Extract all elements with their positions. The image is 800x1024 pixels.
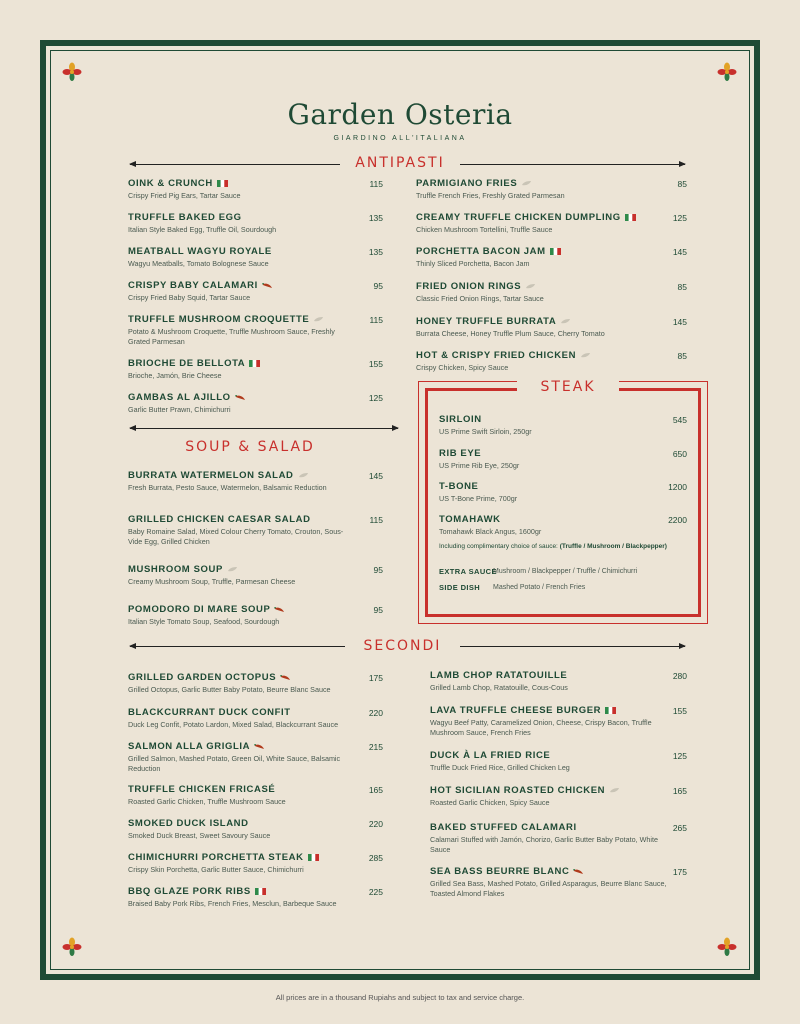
- divider-line: [460, 164, 685, 165]
- menu-item-name: [439, 448, 639, 459]
- divider-line: [130, 646, 345, 647]
- menu-item-name-text: HOT & CRISPY FRIED CHICKEN: [416, 350, 577, 361]
- menu-item-name-text: BBQ GLAZE PORK RIBS: [128, 886, 251, 897]
- menu-item-name: [128, 564, 348, 575]
- menu-item-description: Crispy Chicken, Spicy Sauce: [416, 363, 509, 372]
- menu-item-name: [416, 178, 636, 189]
- divider-line: [460, 646, 685, 647]
- side-dish-label: SIDE DISH: [439, 583, 481, 592]
- menu-item-price: 85: [677, 282, 687, 292]
- menu-item-name-text: DUCK À LA FRIED RICE: [430, 750, 551, 761]
- menu-item-name-text: PARMIGIANO FRIES: [416, 178, 518, 189]
- menu-item-price: 225: [368, 887, 383, 897]
- menu-item: [128, 886, 368, 909]
- menu-item: [416, 281, 636, 304]
- menu-item: [416, 212, 636, 235]
- menu-item-price: 125: [368, 393, 383, 403]
- menu-item: [416, 246, 636, 269]
- menu-item: [128, 852, 368, 875]
- menu-item-description: Grilled Octopus, Garlic Butter Baby Potato, Beurre Blanc Sauce: [128, 685, 331, 694]
- menu-item-price: 135: [368, 247, 383, 257]
- chili-icon: [254, 743, 265, 750]
- menu-item: [430, 750, 670, 773]
- italian-flag-icon: [249, 360, 260, 367]
- vegetarian-leaf-icon: [609, 787, 620, 794]
- menu-item: [128, 246, 338, 269]
- menu-item: [439, 514, 639, 537]
- menu-item-name-text: CHIMICHURRI PORCHETTA STEAK: [128, 852, 304, 863]
- restaurant-name: Garden Osteria: [287, 98, 513, 131]
- menu-item-name-text: POMODORO DI MARE SOUP: [128, 604, 271, 615]
- italian-flag-icon: [625, 214, 636, 221]
- menu-item: [128, 314, 338, 347]
- menu-item-name-text: HOT SICILIAN ROASTED CHICKEN: [430, 785, 606, 796]
- menu-item-description: Creamy Mushroom Soup, Truffle, Parmesan Cheese: [128, 577, 296, 586]
- menu-item-name: [128, 818, 368, 829]
- menu-item: [430, 670, 670, 693]
- menu-item: [416, 316, 636, 339]
- menu-item: [128, 604, 348, 627]
- chili-icon: [235, 394, 246, 401]
- menu-item-name: [128, 212, 338, 223]
- menu-item: [430, 705, 670, 738]
- menu-item-name-text: LAVA TRUFFLE CHEESE BURGER: [430, 705, 602, 716]
- menu-item: [128, 672, 368, 695]
- menu-item-price: 155: [672, 706, 687, 716]
- vegetarian-leaf-icon: [521, 180, 532, 187]
- menu-item-description: Crispy Fried Baby Squid, Tartar Sauce: [128, 293, 251, 302]
- divider-line: [130, 164, 340, 165]
- vegetarian-leaf-icon: [313, 316, 324, 323]
- menu-item-description: Italian Style Baked Egg, Truffle Oil, Sourdough: [128, 225, 277, 234]
- menu-item-price: 95: [373, 605, 383, 615]
- menu-item-description: Baby Romaine Salad, Mixed Colour Cherry Tomato, Crouton, Sous-Vide Egg, Grilled Chicken: [128, 527, 344, 546]
- menu-item-name-text: BURRATA WATERMELON SALAD: [128, 470, 294, 481]
- menu-item-price: 115: [369, 515, 383, 525]
- menu-item-name-text: TRUFFLE MUSHROOM CROQUETTE: [128, 314, 310, 325]
- menu-item-name-text: GRILLED GARDEN OCTOPUS: [128, 672, 277, 683]
- menu-item-name-text: TRUFFLE BAKED EGG: [128, 212, 242, 223]
- menu-item-description: Classic Fried Onion Rings, Tartar Sauce: [416, 294, 544, 303]
- italian-flag-icon: [605, 707, 616, 714]
- menu-item-name: [128, 514, 348, 525]
- menu-item-name: [430, 750, 670, 761]
- menu-item-name: [128, 707, 368, 718]
- menu-item-name-text: GRILLED CHICKEN CAESAR SALAD: [128, 514, 311, 525]
- menu-item: [128, 358, 338, 381]
- menu-item-name-text: SEA BASS BEURRE BLANC: [430, 866, 570, 877]
- menu-item-price: 85: [677, 179, 687, 189]
- menu-item-name: [416, 316, 636, 327]
- menu-item: [430, 785, 670, 808]
- menu-item-price: 220: [368, 819, 383, 829]
- menu-item-name-text: GAMBAS AL AJILLO: [128, 392, 231, 403]
- menu-item-name: [439, 414, 639, 425]
- menu-item-name: [430, 705, 670, 716]
- italian-flag-icon: [255, 888, 266, 895]
- menu-item-description: Roasted Garlic Chicken, Spicy Sauce: [430, 798, 550, 807]
- menu-item-name: [439, 481, 639, 492]
- menu-item-price: 650: [672, 449, 687, 459]
- menu-item-name-text: TRUFFLE CHICKEN FRICASÉ: [128, 784, 276, 795]
- vegetarian-leaf-icon: [580, 352, 591, 359]
- vegetarian-leaf-icon: [298, 472, 309, 479]
- menu-item-name: [128, 741, 368, 752]
- menu-item-price: 95: [373, 281, 383, 291]
- side-dish-value: Mashed Potato / French Fries: [493, 584, 586, 591]
- steak-sauce-note: Including complimentary choice of sauce: (Truffle / Mushroom / Blackpepper): [439, 543, 667, 550]
- chili-icon: [573, 868, 584, 875]
- menu-item-price: 135: [368, 213, 383, 223]
- vegetarian-leaf-icon: [525, 283, 536, 290]
- menu-item-description: Grilled Sea Bass, Mashed Potato, Grilled Asparagus, Beurre Blanc Sauce, Toasted Almond Flakes: [430, 879, 667, 898]
- menu-item: [128, 818, 368, 841]
- menu-item-price: 285: [368, 853, 383, 863]
- menu-item-description: Calamari Stuffed with Jamón, Chorizo, Garlic Butter Baby Potato, White Sauce: [430, 835, 658, 854]
- menu-item-price: 145: [672, 317, 687, 327]
- menu-item-description: Truffle Duck Fried Rice, Grilled Chicken Leg: [430, 763, 570, 772]
- menu-item-name: [430, 785, 670, 796]
- section-title-soup-salad: SOUP & SALAD: [185, 439, 315, 455]
- menu-item: [128, 178, 338, 201]
- menu-item-description: Grilled Salmon, Mashed Potato, Green Oil, White Sauce, Balsamic Reduction: [128, 754, 341, 773]
- menu-item-description: Brioche, Jamón, Brie Cheese: [128, 371, 222, 380]
- menu-item-name: [128, 604, 348, 615]
- menu-item-description: Crispy Skin Porchetta, Garlic Butter Sauce, Chimichurri: [128, 865, 304, 874]
- menu-item-description: Tomahawk Black Angus, 1600gr: [439, 527, 542, 536]
- menu-item-price: 115: [369, 179, 383, 189]
- menu-item-name: [416, 281, 636, 292]
- menu-item-name-text: BRIOCHE DE BELLOTA: [128, 358, 246, 369]
- menu-item-name: [128, 280, 338, 291]
- menu-item-price: 220: [368, 708, 383, 718]
- section-title-secondi: SECONDI: [363, 638, 442, 654]
- menu-item-name-text: PORCHETTA BACON JAM: [416, 246, 546, 257]
- menu-item-name-text: CREAMY TRUFFLE CHICKEN DUMPLING: [416, 212, 621, 223]
- flower-ornament-icon: [62, 62, 82, 82]
- menu-item-description: Potato & Mushroom Croquette, Truffle Mushroom Sauce, Freshly Grated Parmesan: [128, 327, 335, 346]
- menu-item: [128, 392, 338, 415]
- menu-item: [430, 866, 670, 899]
- divider-line: [130, 428, 398, 429]
- menu-item-description: Chicken Mushroom Tortellini, Truffle Sauce: [416, 225, 553, 234]
- menu-item-price: 545: [672, 415, 687, 425]
- menu-item: [439, 481, 639, 504]
- menu-item-price: 165: [672, 786, 687, 796]
- menu-item-price: 155: [368, 359, 383, 369]
- menu-item-name-text: BAKED STUFFED CALAMARI: [430, 822, 577, 833]
- menu-item-description: Fresh Burrata, Pesto Sauce, Watermelon, Balsamic Reduction: [128, 483, 327, 492]
- menu-item-price: 2200: [668, 515, 687, 525]
- chili-icon: [280, 674, 291, 681]
- menu-item-description: Braised Baby Pork Ribs, French Fries, Mesclun, Barbeque Sauce: [128, 899, 337, 908]
- chili-icon: [262, 282, 273, 289]
- menu-item-name-text: OINK & CRUNCH: [128, 178, 213, 189]
- menu-item-name: [416, 246, 636, 257]
- italian-flag-icon: [550, 248, 561, 255]
- section-title-steak: STEAK: [540, 379, 596, 395]
- menu-item-price: 215: [368, 742, 383, 752]
- italian-flag-icon: [308, 854, 319, 861]
- menu-item: [416, 350, 636, 373]
- menu-item-name: [416, 350, 636, 361]
- menu-item-description: US Prime Swift Sirloin, 250gr: [439, 427, 532, 436]
- menu-item: [416, 178, 636, 201]
- menu-item-name: [128, 178, 338, 189]
- menu-item: [128, 212, 338, 235]
- menu-item: [439, 448, 639, 471]
- menu-item-name-text: SIRLOIN: [439, 414, 482, 425]
- menu-item-price: 1200: [668, 482, 687, 492]
- menu-item-price: 85: [677, 351, 687, 361]
- menu-item-price: 175: [368, 673, 383, 683]
- menu-item-name: [430, 866, 670, 877]
- menu-item-name-text: T-BONE: [439, 481, 479, 492]
- menu-item-name-text: FRIED ONION RINGS: [416, 281, 522, 292]
- menu-item-description: Smoked Duck Breast, Sweet Savoury Sauce: [128, 831, 271, 840]
- menu-item-name-text: MUSHROOM SOUP: [128, 564, 223, 575]
- flower-ornament-icon: [717, 937, 737, 957]
- menu-item-name: [128, 392, 338, 403]
- italian-flag-icon: [217, 180, 228, 187]
- section-title-antipasti: ANTIPASTI: [355, 155, 445, 171]
- menu-item: [430, 822, 670, 855]
- menu-item-description: Burrata Cheese, Honey Truffle Plum Sauce, Cherry Tomato: [416, 329, 605, 338]
- price-footnote: All prices are in a thousand Rupiahs and subject to tax and service charge.: [275, 993, 525, 1002]
- menu-item-name: [416, 212, 636, 223]
- menu-item-description: US T-Bone Prime, 700gr: [439, 494, 518, 503]
- menu-item-description: Roasted Garlic Chicken, Truffle Mushroom Sauce: [128, 797, 286, 806]
- menu-item: [128, 514, 348, 547]
- menu-item-name-text: HONEY TRUFFLE BURRATA: [416, 316, 557, 327]
- restaurant-tagline: GIARDINO ALL'ITALIANA: [333, 135, 467, 142]
- menu-item-description: Crispy Fried Pig Ears, Tartar Sauce: [128, 191, 241, 200]
- menu-item-price: 125: [672, 751, 687, 761]
- menu-item-name: [430, 670, 670, 681]
- menu-item-name-text: RIB EYE: [439, 448, 482, 459]
- menu-item-description: Wagyu Beef Patty, Caramelized Onion, Cheese, Crispy Bacon, Truffle Mushroom Sauce, French Fries: [430, 718, 652, 737]
- menu-item-price: 125: [672, 213, 687, 223]
- menu-item: [128, 741, 368, 774]
- menu-item-price: 265: [672, 823, 687, 833]
- menu-item: [439, 414, 639, 437]
- menu-item-name-text: TOMAHAWK: [439, 514, 501, 525]
- extra-sauce-value: Mushroom / Blackpepper / Truffle / Chimichurri: [493, 568, 638, 575]
- menu-item-description: Thinly Sliced Porchetta, Bacon Jam: [416, 259, 530, 268]
- menu-item-name-text: LAMB CHOP RATATOUILLE: [430, 670, 568, 681]
- menu-item-name-text: SALMON ALLA GRIGLIA: [128, 741, 251, 752]
- menu-item-name-text: MEATBALL WAGYU ROYALE: [128, 246, 272, 257]
- menu-item-description: Grilled Lamb Chop, Ratatouille, Cous-Cous: [430, 683, 568, 692]
- menu-item-name: [128, 784, 368, 795]
- menu-item-name: [128, 358, 338, 369]
- menu-item-price: 165: [368, 785, 383, 795]
- menu-item-price: 115: [369, 315, 383, 325]
- menu-item-name: [128, 470, 348, 481]
- menu-item-name: [128, 852, 368, 863]
- chili-icon: [274, 606, 285, 613]
- vegetarian-leaf-icon: [227, 566, 238, 573]
- menu-item-name-text: BLACKCURRANT DUCK CONFIT: [128, 707, 291, 718]
- menu-item-description: Duck Leg Confit, Potato Lardon, Mixed Salad, Blackcurrant Sauce: [128, 720, 339, 729]
- menu-item: [128, 280, 338, 303]
- menu-item-description: Wagyu Meatballs, Tomato Bolognese Sauce: [128, 259, 269, 268]
- menu-item-price: 145: [368, 471, 383, 481]
- flower-ornament-icon: [717, 62, 737, 82]
- menu-item-name: [128, 672, 368, 683]
- menu-item-description: US Prime Rib Eye, 250gr: [439, 461, 520, 470]
- menu-item-price: 95: [373, 565, 383, 575]
- menu-item-name: [128, 246, 338, 257]
- menu-item: [128, 564, 348, 587]
- menu-item: [128, 470, 348, 493]
- menu-item-price: 280: [672, 671, 687, 681]
- menu-item-description: Truffle French Fries, Freshly Grated Parmesan: [416, 191, 565, 200]
- extra-sauce-label: EXTRA SAUCE: [439, 567, 497, 576]
- menu-item-price: 145: [672, 247, 687, 257]
- menu-item-name-text: SMOKED DUCK ISLAND: [128, 818, 249, 829]
- flower-ornament-icon: [62, 937, 82, 957]
- menu-item-name: [439, 514, 639, 525]
- menu-item: [128, 707, 368, 730]
- menu-item-name: [430, 822, 670, 833]
- menu-item: [128, 784, 368, 807]
- menu-item-name: [128, 314, 338, 325]
- vegetarian-leaf-icon: [560, 318, 571, 325]
- menu-item-description: Garlic Butter Prawn, Chimichurri: [128, 405, 231, 414]
- menu-item-name-text: CRISPY BABY CALAMARI: [128, 280, 258, 291]
- menu-item-price: 175: [672, 867, 687, 877]
- menu-item-name: [128, 886, 368, 897]
- menu-item-description: Italian Style Tomato Soup, Seafood, Sourdough: [128, 617, 280, 626]
